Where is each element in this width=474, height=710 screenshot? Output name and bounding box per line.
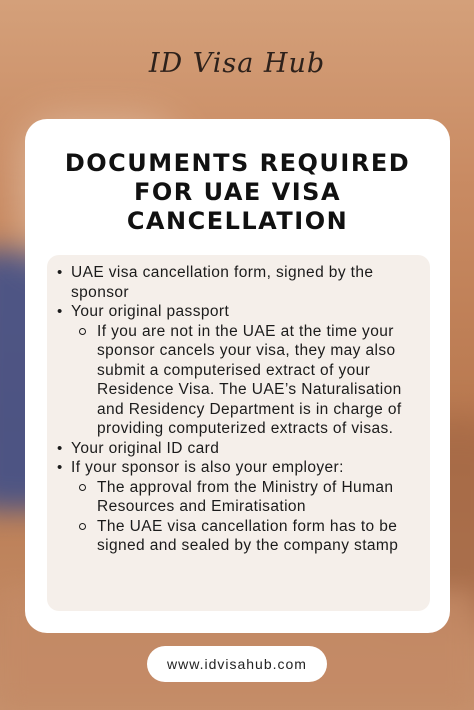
list-item	[71, 458, 426, 556]
list-item	[71, 439, 426, 459]
passport-sublist	[71, 322, 426, 439]
documents-panel	[47, 255, 430, 611]
title-line-2: FOR UAE VISA	[133, 178, 342, 206]
list-item	[71, 263, 426, 302]
sub-list-item: If you are not in the UAE at the time your sponsor cancels your visa, they may also submit a computerised extract of your Residence Visa. The UAE’s Naturalisation and Residency Department is in charge of providing computerized extracts of visas.	[97, 322, 426, 439]
list-item-text: Your original ID card	[71, 439, 220, 457]
card-title	[25, 149, 450, 236]
list-item	[71, 302, 426, 439]
brand-logo: ID Visa Hub	[148, 48, 326, 79]
title-line-3: CANCELLATION	[126, 207, 349, 235]
sub-list-item: The approval from the Ministry of Human Resources and Emiratisation	[97, 478, 426, 517]
documents-list	[71, 263, 426, 556]
website-link[interactable]: www.idvisahub.com	[147, 646, 327, 682]
title-line-1: DOCUMENTS REQUIRED	[64, 149, 411, 177]
list-item-text: UAE visa cancellation form, signed by the sponsor	[71, 264, 374, 301]
sub-list-item: The UAE visa cancellation form has to be signed and sealed by the company stamp	[97, 517, 426, 556]
list-item-text: If your sponsor is also your employer:	[71, 459, 344, 476]
list-item-text: Your original passport	[71, 303, 230, 320]
employer-sublist	[71, 478, 426, 556]
info-card	[25, 119, 450, 633]
